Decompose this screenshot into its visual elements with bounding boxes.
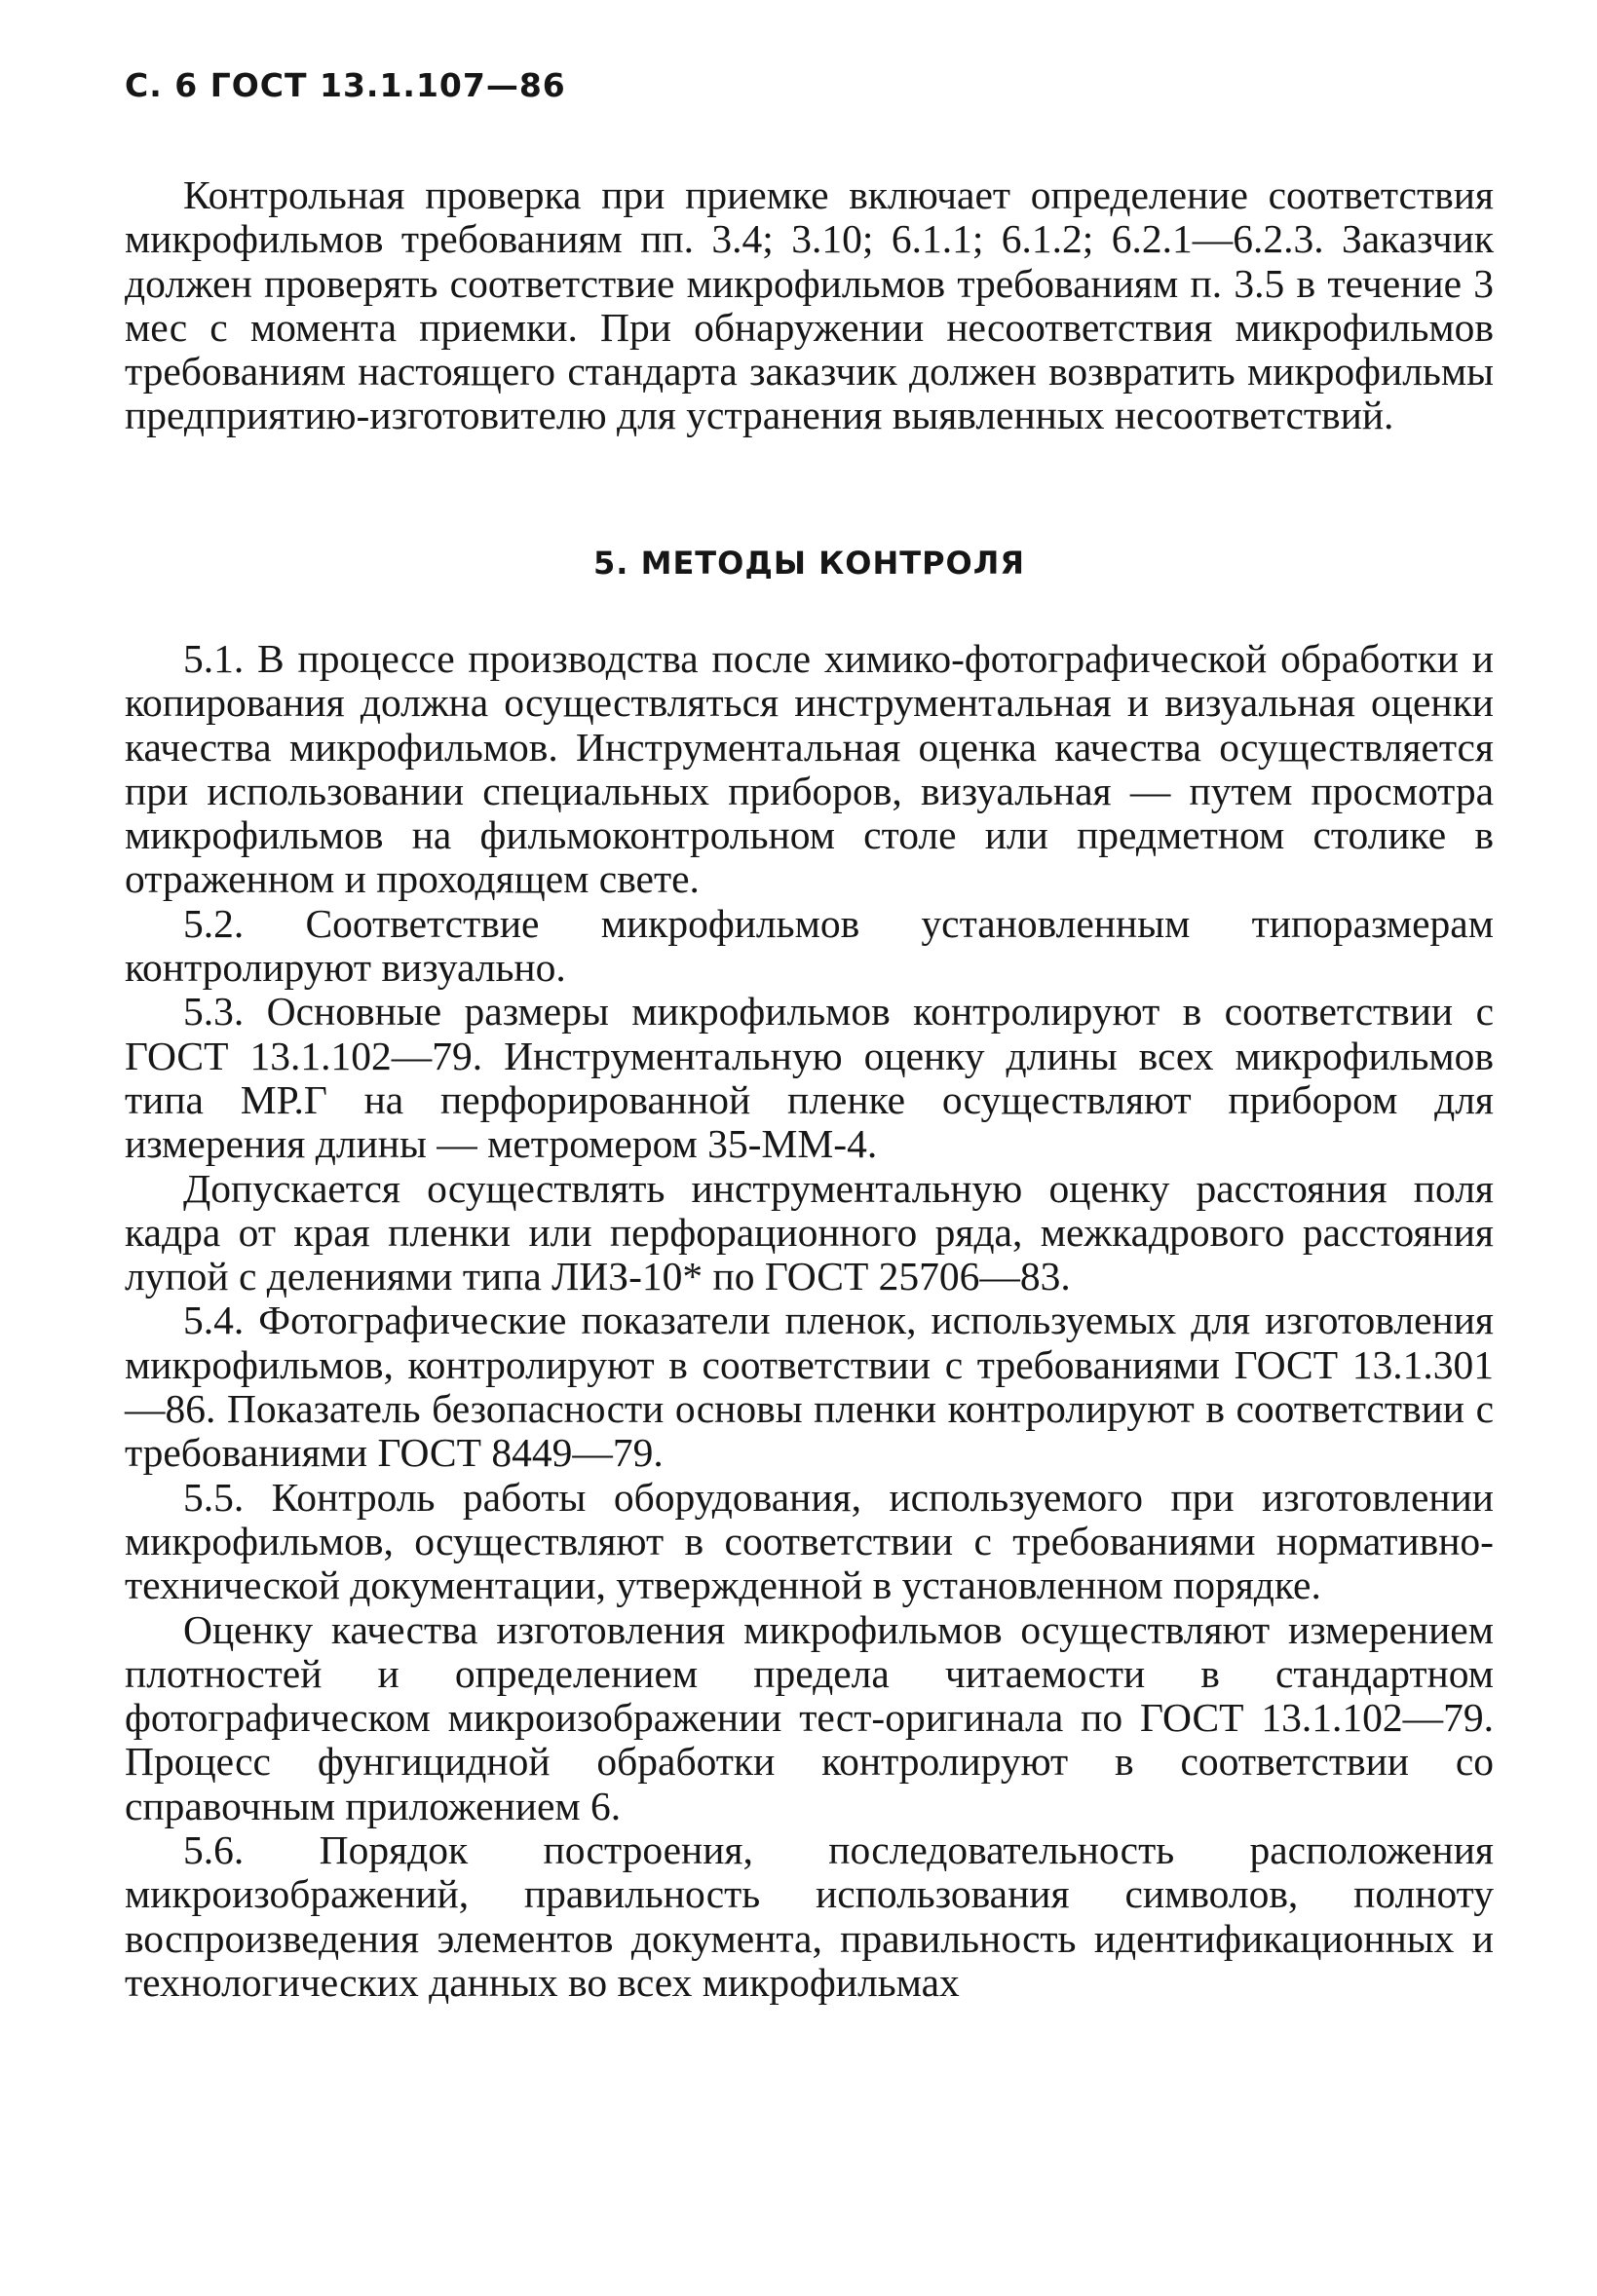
paragraph-5-3: 5.3. Основные размеры микрофильмов контролируют в соответствии с ГОСТ 13.1.102—79. Инструментальную оценку длины всех микрофильмов типа МР.Г на перфорированной пленке осуществляют прибором для измерения длины — метромером 35-ММ-4. bbox=[125, 989, 1494, 1167]
paragraph-5-3-continued: Допускается осуществлять инструментальную оценку расстояния поля кадра от края пленки или перфорационного ряда, межкадрового расстояния лупой с делениями типа ЛИЗ-10* по ГОСТ 25706—83. bbox=[125, 1165, 1494, 1299]
running-title: С. 6 ГОСТ 13.1.107—86 bbox=[125, 66, 566, 104]
paragraph-5-4: 5.4. Фотографические показатели пленок, используемых для изготовления микрофильмов, контролируют в соответствии с требованиями ГОСТ 13.1.301—86. Показатель безопасности основы пленки контролируют в соответствии с требованиями ГОСТ 8449—79. bbox=[125, 1298, 1494, 1476]
intro-paragraph: Контрольная проверка при приемке включает определение соответствия микрофильмов требованиям пп. 3.4; 3.10; 6.1.1; 6.1.2; 6.2.1—6.2.3. Заказчик должен проверять соответствие микрофильмов требованиям п. 3.5 в течение 3 мес с момента приемки. При обнаружении несоответствия микрофильмов требованиям настоящего стандарта заказчик должен возвратить микрофильмы предприятию-изготовителю для устранения выявленных несоответствий. bbox=[125, 172, 1494, 438]
paragraph-5-2: 5.2. Соответствие микрофильмов установленным типоразмерам контролируют визуально. bbox=[125, 900, 1494, 991]
section-heading: 5. МЕТОДЫ КОНТРОЛЯ bbox=[593, 545, 1025, 582]
paragraph-5-5: 5.5. Контроль работы оборудования, используемого при изготовлении микрофильмов, осуществляют в соответствии с требованиями нормативно-технической документации, утвержденной в установленном порядке. bbox=[125, 1474, 1494, 1608]
intro-block bbox=[125, 173, 1494, 438]
paragraph-5-5-continued: Оценку качества изготовления микрофильмов осуществляют измерением плотностей и определением предела читаемости в стандартном фотографическом микроизображении тест-оригинала по ГОСТ 13.1.102—79. Процесс фунгицидной обработки контролируют в соответствии со справочным приложением 6. bbox=[125, 1606, 1494, 1828]
paragraph-5-1: 5.1. В процессе производства после химико-фотографической обработки и копирования должна осуществляться инструментальная и визуальная оценки качества микрофильмов. Инструментальная оценка качества осуществляется при использовании специальных приборов, визуальная — путем просмотра микрофильмов на фильмоконтрольном столе или предметном столике в отраженном и проходящем свете. bbox=[125, 636, 1494, 902]
section-body bbox=[125, 637, 1494, 2005]
paragraph-5-6: 5.6. Порядок построения, последовательность расположения микроизображений, правильность использования символов, полноту воспроизведения элементов документа, правильность идентификационных и технологических данных во всех микрофильмах bbox=[125, 1827, 1494, 2005]
